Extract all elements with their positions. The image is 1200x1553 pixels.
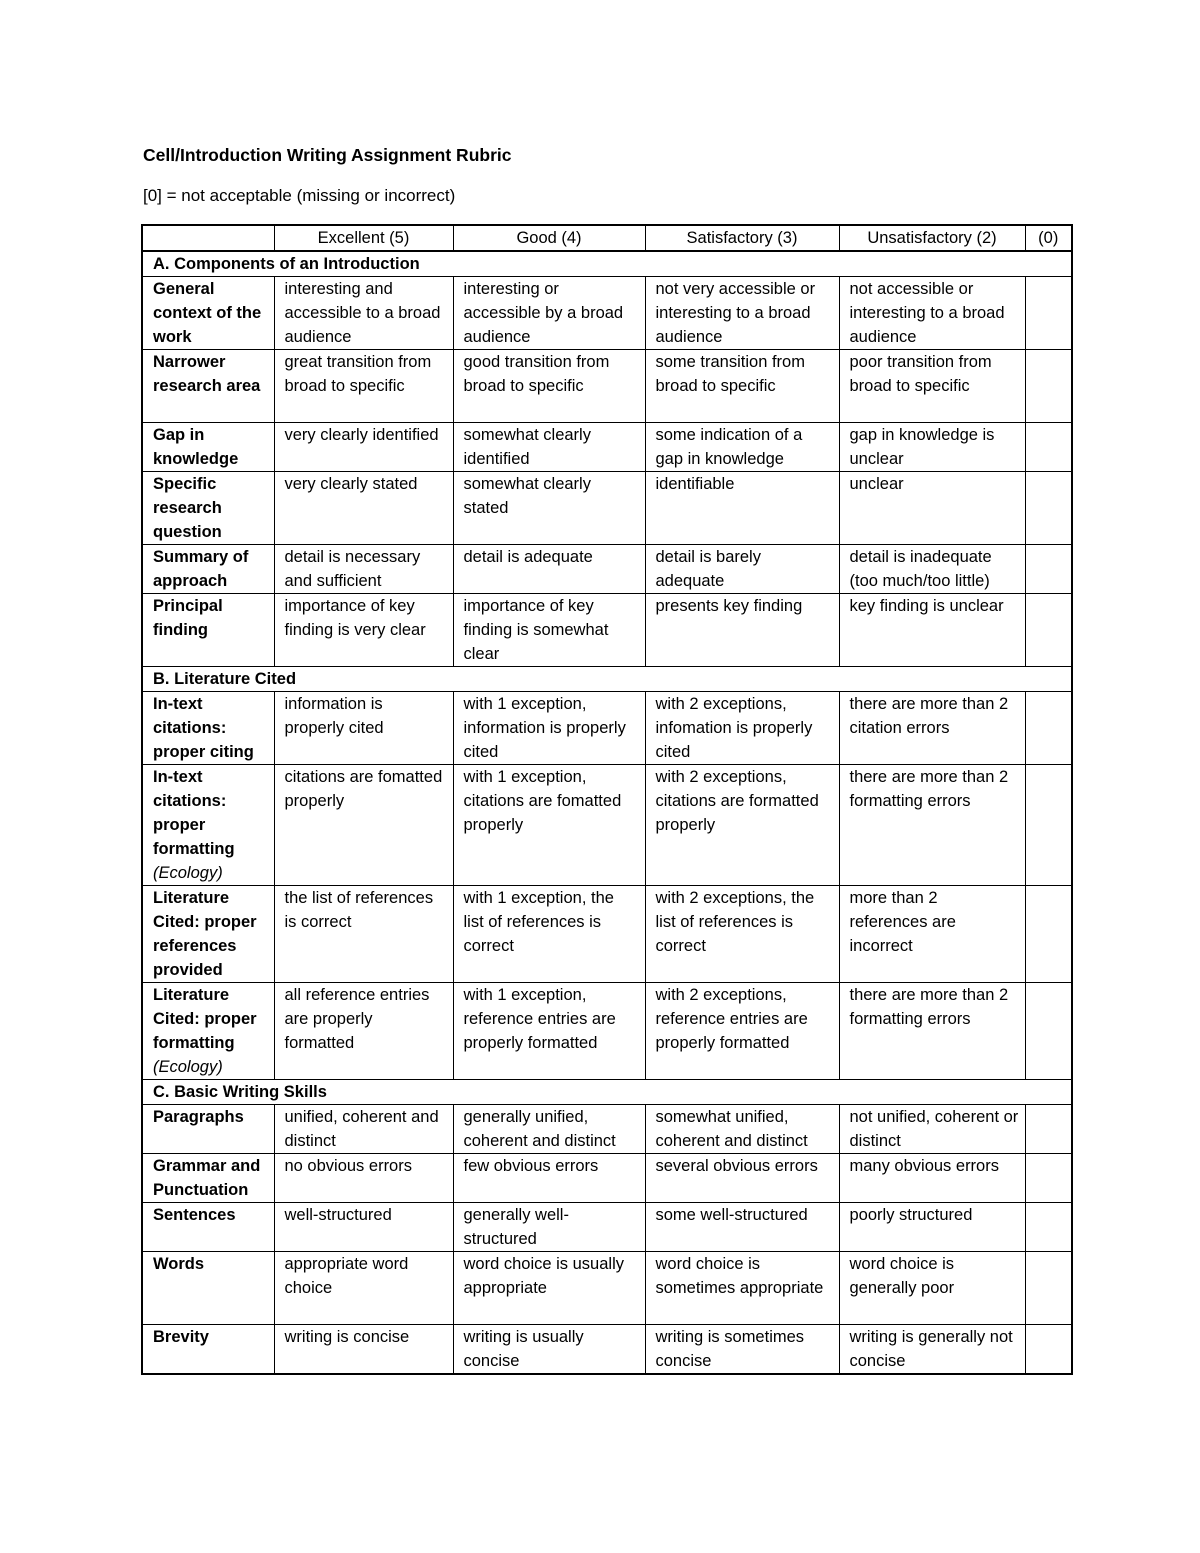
- good-cell: somewhat clearly identified: [453, 423, 645, 472]
- excellent-cell: importance of key finding is very clear: [274, 594, 453, 667]
- excellent-cell: information is properly cited: [274, 692, 453, 765]
- criterion-cell: [142, 1252, 274, 1325]
- table-row: [142, 886, 1072, 983]
- journal-note: (Ecology): [153, 864, 223, 882]
- criterion-label: In-text citations: proper formatting: [153, 768, 235, 858]
- satisfactory-cell: somewhat unified, coherent and distinct: [645, 1105, 839, 1154]
- header-unsatisfactory: Unsatisfactory (2): [839, 225, 1025, 251]
- criterion-cell: [142, 472, 274, 545]
- good-cell: few obvious errors: [453, 1154, 645, 1203]
- good-cell: with 1 exception, reference entries are properly formatted: [453, 983, 645, 1080]
- criterion-label: Brevity: [153, 1328, 209, 1346]
- table-row: [142, 1154, 1072, 1203]
- table-row: [142, 423, 1072, 472]
- score-cell[interactable]: [1025, 277, 1072, 350]
- satisfactory-cell: some indication of a gap in knowledge: [645, 423, 839, 472]
- table-row: [142, 1105, 1072, 1154]
- table-row: [142, 1203, 1072, 1252]
- criterion-label: Paragraphs: [153, 1108, 244, 1126]
- unsatisfactory-cell: key finding is unclear: [839, 594, 1025, 667]
- criterion-cell: [142, 1154, 274, 1203]
- satisfactory-cell: with 2 exceptions, the list of references is correct: [645, 886, 839, 983]
- header-criterion: [142, 225, 274, 251]
- good-cell: detail is adequate: [453, 545, 645, 594]
- table-row: [142, 594, 1072, 667]
- satisfactory-cell: presents key finding: [645, 594, 839, 667]
- criterion-label: Literature Cited: proper references provided: [153, 889, 257, 979]
- excellent-cell: unified, coherent and distinct: [274, 1105, 453, 1154]
- criterion-cell: [142, 545, 274, 594]
- criterion-label: Summary of approach: [153, 548, 249, 590]
- criterion-cell: [142, 765, 274, 886]
- table-row: [142, 350, 1072, 423]
- table-row: [142, 983, 1072, 1080]
- score-cell[interactable]: [1025, 886, 1072, 983]
- scoring-note: [0] = not acceptable (missing or incorrect): [143, 186, 456, 205]
- satisfactory-cell: with 2 exceptions, infomation is properly cited: [645, 692, 839, 765]
- criterion-label: In-text citations: proper citing: [153, 695, 254, 761]
- satisfactory-cell: writing is sometimes concise: [645, 1325, 839, 1375]
- score-cell[interactable]: [1025, 1154, 1072, 1203]
- criterion-label: Specific research question: [153, 475, 222, 541]
- unsatisfactory-cell: there are more than 2 formatting errors: [839, 765, 1025, 886]
- excellent-cell: very clearly identified: [274, 423, 453, 472]
- satisfactory-cell: several obvious errors: [645, 1154, 839, 1203]
- excellent-cell: well-structured: [274, 1203, 453, 1252]
- criterion-cell: [142, 886, 274, 983]
- header-excellent: Excellent (5): [274, 225, 453, 251]
- score-cell[interactable]: [1025, 1105, 1072, 1154]
- satisfactory-cell: identifiable: [645, 472, 839, 545]
- satisfactory-cell: with 2 exceptions, citations are formatted properly: [645, 765, 839, 886]
- rubric-header: [142, 225, 1072, 251]
- criterion-cell: [142, 983, 274, 1080]
- excellent-cell: citations are fomatted properly: [274, 765, 453, 886]
- unsatisfactory-cell: not accessible or interesting to a broad audience: [839, 277, 1025, 350]
- header-good: Good (4): [453, 225, 645, 251]
- unsatisfactory-cell: poor transition from broad to specific: [839, 350, 1025, 423]
- header-satisfactory: Satisfactory (3): [645, 225, 839, 251]
- unsatisfactory-cell: there are more than 2 formatting errors: [839, 983, 1025, 1080]
- criterion-cell: [142, 594, 274, 667]
- good-cell: interesting or accessible by a broad audience: [453, 277, 645, 350]
- section-title: C. Basic Writing Skills: [142, 1080, 1072, 1105]
- table-row: [142, 1252, 1072, 1325]
- satisfactory-cell: with 2 exceptions, reference entries are properly formatted: [645, 983, 839, 1080]
- good-cell: with 1 exception, the list of references is correct: [453, 886, 645, 983]
- good-cell: importance of key finding is somewhat clear: [453, 594, 645, 667]
- satisfactory-cell: not very accessible or interesting to a broad audience: [645, 277, 839, 350]
- criterion-cell: [142, 1203, 274, 1252]
- score-cell[interactable]: [1025, 472, 1072, 545]
- excellent-cell: detail is necessary and sufficient: [274, 545, 453, 594]
- journal-note: (Ecology): [153, 1058, 223, 1076]
- criterion-label: Principal finding: [153, 597, 223, 639]
- score-cell[interactable]: [1025, 594, 1072, 667]
- good-cell: good transition from broad to specific: [453, 350, 645, 423]
- unsatisfactory-cell: there are more than 2 citation errors: [839, 692, 1025, 765]
- section-row: [142, 667, 1072, 692]
- criterion-label: Narrower research area: [153, 353, 261, 395]
- good-cell: with 1 exception, information is properly cited: [453, 692, 645, 765]
- unsatisfactory-cell: word choice is generally poor: [839, 1252, 1025, 1325]
- excellent-cell: no obvious errors: [274, 1154, 453, 1203]
- section-row: [142, 251, 1072, 277]
- excellent-cell: writing is concise: [274, 1325, 453, 1375]
- unsatisfactory-cell: not unified, coherent or distinct: [839, 1105, 1025, 1154]
- criterion-label: Words: [153, 1255, 205, 1273]
- good-cell: word choice is usually appropriate: [453, 1252, 645, 1325]
- table-row: [142, 545, 1072, 594]
- criterion-label: Sentences: [153, 1206, 236, 1224]
- satisfactory-cell: some well-structured: [645, 1203, 839, 1252]
- criterion-cell: [142, 277, 274, 350]
- section-title: A. Components of an Introduction: [142, 251, 1072, 277]
- score-cell[interactable]: [1025, 983, 1072, 1080]
- unsatisfactory-cell: detail is inadequate (too much/too little): [839, 545, 1025, 594]
- unsatisfactory-cell: many obvious errors: [839, 1154, 1025, 1203]
- good-cell: with 1 exception, citations are fomatted properly: [453, 765, 645, 886]
- criterion-label: Gap in knowledge: [153, 426, 239, 468]
- criterion-cell: [142, 1105, 274, 1154]
- criterion-label: Grammar and Punctuation: [153, 1157, 261, 1199]
- unsatisfactory-cell: poorly structured: [839, 1203, 1025, 1252]
- criterion-cell: [142, 423, 274, 472]
- criterion-label: General context of the work: [153, 280, 262, 346]
- excellent-cell: appropriate word choice: [274, 1252, 453, 1325]
- rubric-table: [141, 224, 1073, 1375]
- excellent-cell: all reference entries are properly formatted: [274, 983, 453, 1080]
- score-cell[interactable]: [1025, 1252, 1072, 1325]
- unsatisfactory-cell: gap in knowledge is unclear: [839, 423, 1025, 472]
- good-cell: writing is usually concise: [453, 1325, 645, 1375]
- section-title: B. Literature Cited: [142, 667, 1072, 692]
- excellent-cell: very clearly stated: [274, 472, 453, 545]
- table-row: [142, 277, 1072, 350]
- score-cell[interactable]: [1025, 350, 1072, 423]
- table-row: [142, 765, 1072, 886]
- criterion-cell: [142, 1325, 274, 1375]
- score-cell[interactable]: [1025, 545, 1072, 594]
- excellent-cell: interesting and accessible to a broad audience: [274, 277, 453, 350]
- table-row: [142, 472, 1072, 545]
- score-cell[interactable]: [1025, 692, 1072, 765]
- good-cell: somewhat clearly stated: [453, 472, 645, 545]
- section-row: [142, 1080, 1072, 1105]
- excellent-cell: great transition from broad to specific: [274, 350, 453, 423]
- satisfactory-cell: some transition from broad to specific: [645, 350, 839, 423]
- score-cell[interactable]: [1025, 765, 1072, 886]
- score-cell[interactable]: [1025, 1325, 1072, 1375]
- table-row: [142, 1325, 1072, 1375]
- unsatisfactory-cell: more than 2 references are incorrect: [839, 886, 1025, 983]
- satisfactory-cell: word choice is sometimes appropriate: [645, 1252, 839, 1325]
- excellent-cell: the list of references is correct: [274, 886, 453, 983]
- page-title: Cell/Introduction Writing Assignment Rubric: [143, 145, 512, 165]
- score-cell[interactable]: [1025, 423, 1072, 472]
- good-cell: generally well-structured: [453, 1203, 645, 1252]
- satisfactory-cell: detail is barely adequate: [645, 545, 839, 594]
- criterion-label: Literature Cited: proper formatting: [153, 986, 257, 1052]
- good-cell: generally unified, coherent and distinct: [453, 1105, 645, 1154]
- rubric-body: [142, 251, 1072, 1374]
- score-cell[interactable]: [1025, 1203, 1072, 1252]
- criterion-cell: [142, 692, 274, 765]
- unsatisfactory-cell: writing is generally not concise: [839, 1325, 1025, 1375]
- table-row: [142, 692, 1072, 765]
- criterion-cell: [142, 350, 274, 423]
- header-zero: (0): [1025, 225, 1072, 251]
- unsatisfactory-cell: unclear: [839, 472, 1025, 545]
